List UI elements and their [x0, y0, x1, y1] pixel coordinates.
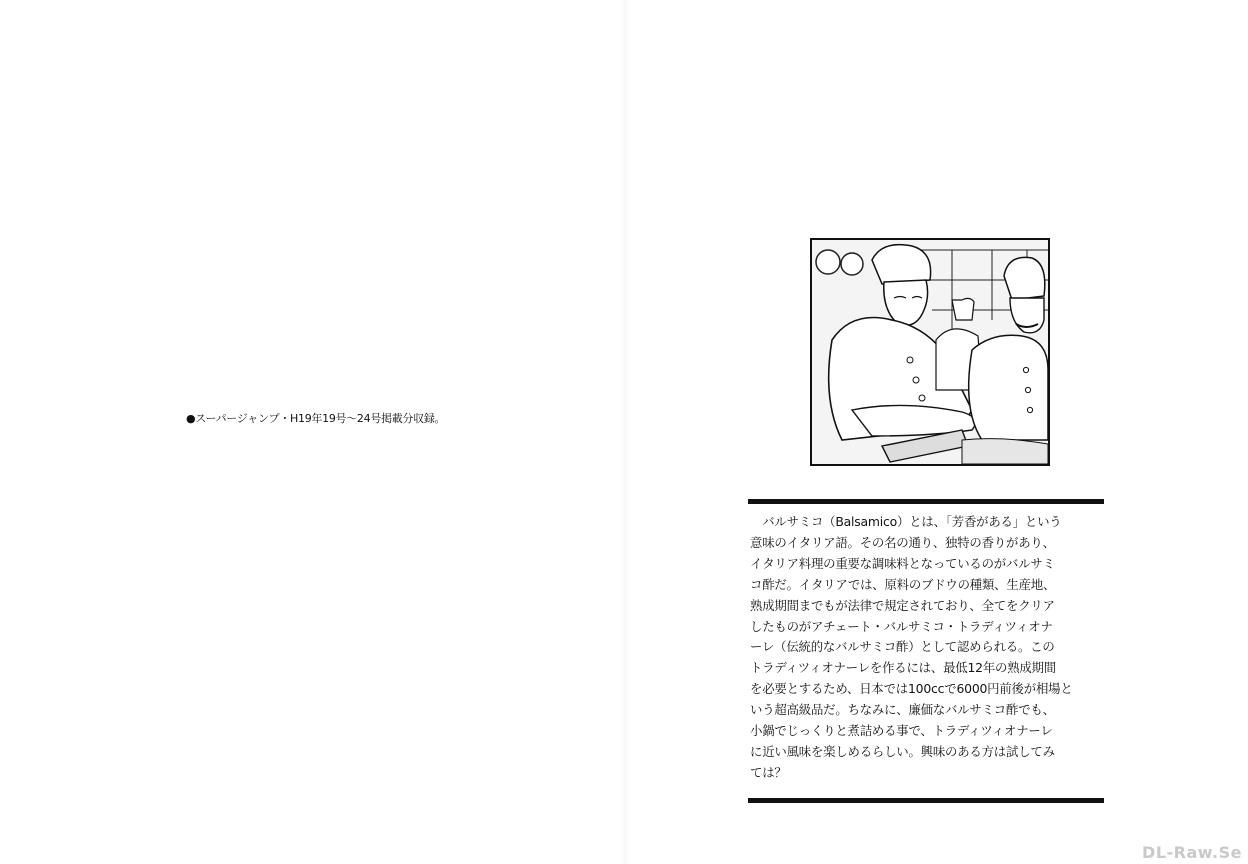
- essay-top-rule: [748, 499, 1104, 504]
- chef-illustration: [810, 238, 1050, 466]
- essay-line: ーレ（伝統的なバルサミコ酢）として認められる。この: [750, 639, 1055, 655]
- essay-line: 熟成期間までもが法律で規定されており、全てをクリア: [750, 597, 1055, 613]
- essay-line: 意味のイタリア語。その名の通り、独特の香りがあり、: [750, 534, 1055, 550]
- essay-line: トラディツィオナーレを作るには、最低12年の熟成期間: [750, 660, 1056, 676]
- essay-line: バルサミコ（Balsamico）とは、「芳香がある」という: [750, 514, 1062, 529]
- essay-line: ては？: [750, 764, 787, 780]
- essay-line: イタリア料理の重要な調味料となっているのがバルサミ: [750, 555, 1055, 571]
- essay-line: を必要とするため、日本では100ccで6000円前後が相場と: [750, 681, 1073, 697]
- essay-bottom-rule: [748, 798, 1104, 803]
- essay-line: 小鍋でじっくりと煮詰める事で、トラディツィオナーレ: [750, 723, 1053, 739]
- essay-line: いう超高級品だ。ちなみに、廉価なバルサミコ酢でも、: [750, 702, 1055, 718]
- essay-line: コ酢だ。イタリアでは、原料のブドウの種類、生産地、: [750, 576, 1056, 592]
- watermark: DL-Raw.Se: [1142, 843, 1242, 862]
- essay-line: したものがアチェート・バルサミコ・トラディツィオナ: [750, 618, 1053, 634]
- publication-credit: ●スーパージャンプ・H19年19号〜24号掲載分収録。: [186, 412, 446, 425]
- essay-line: に近い風味を楽しめるらしい。興味のある方は試してみ: [750, 743, 1055, 759]
- page-gutter: [620, 0, 630, 864]
- balsamico-essay: [750, 512, 1106, 784]
